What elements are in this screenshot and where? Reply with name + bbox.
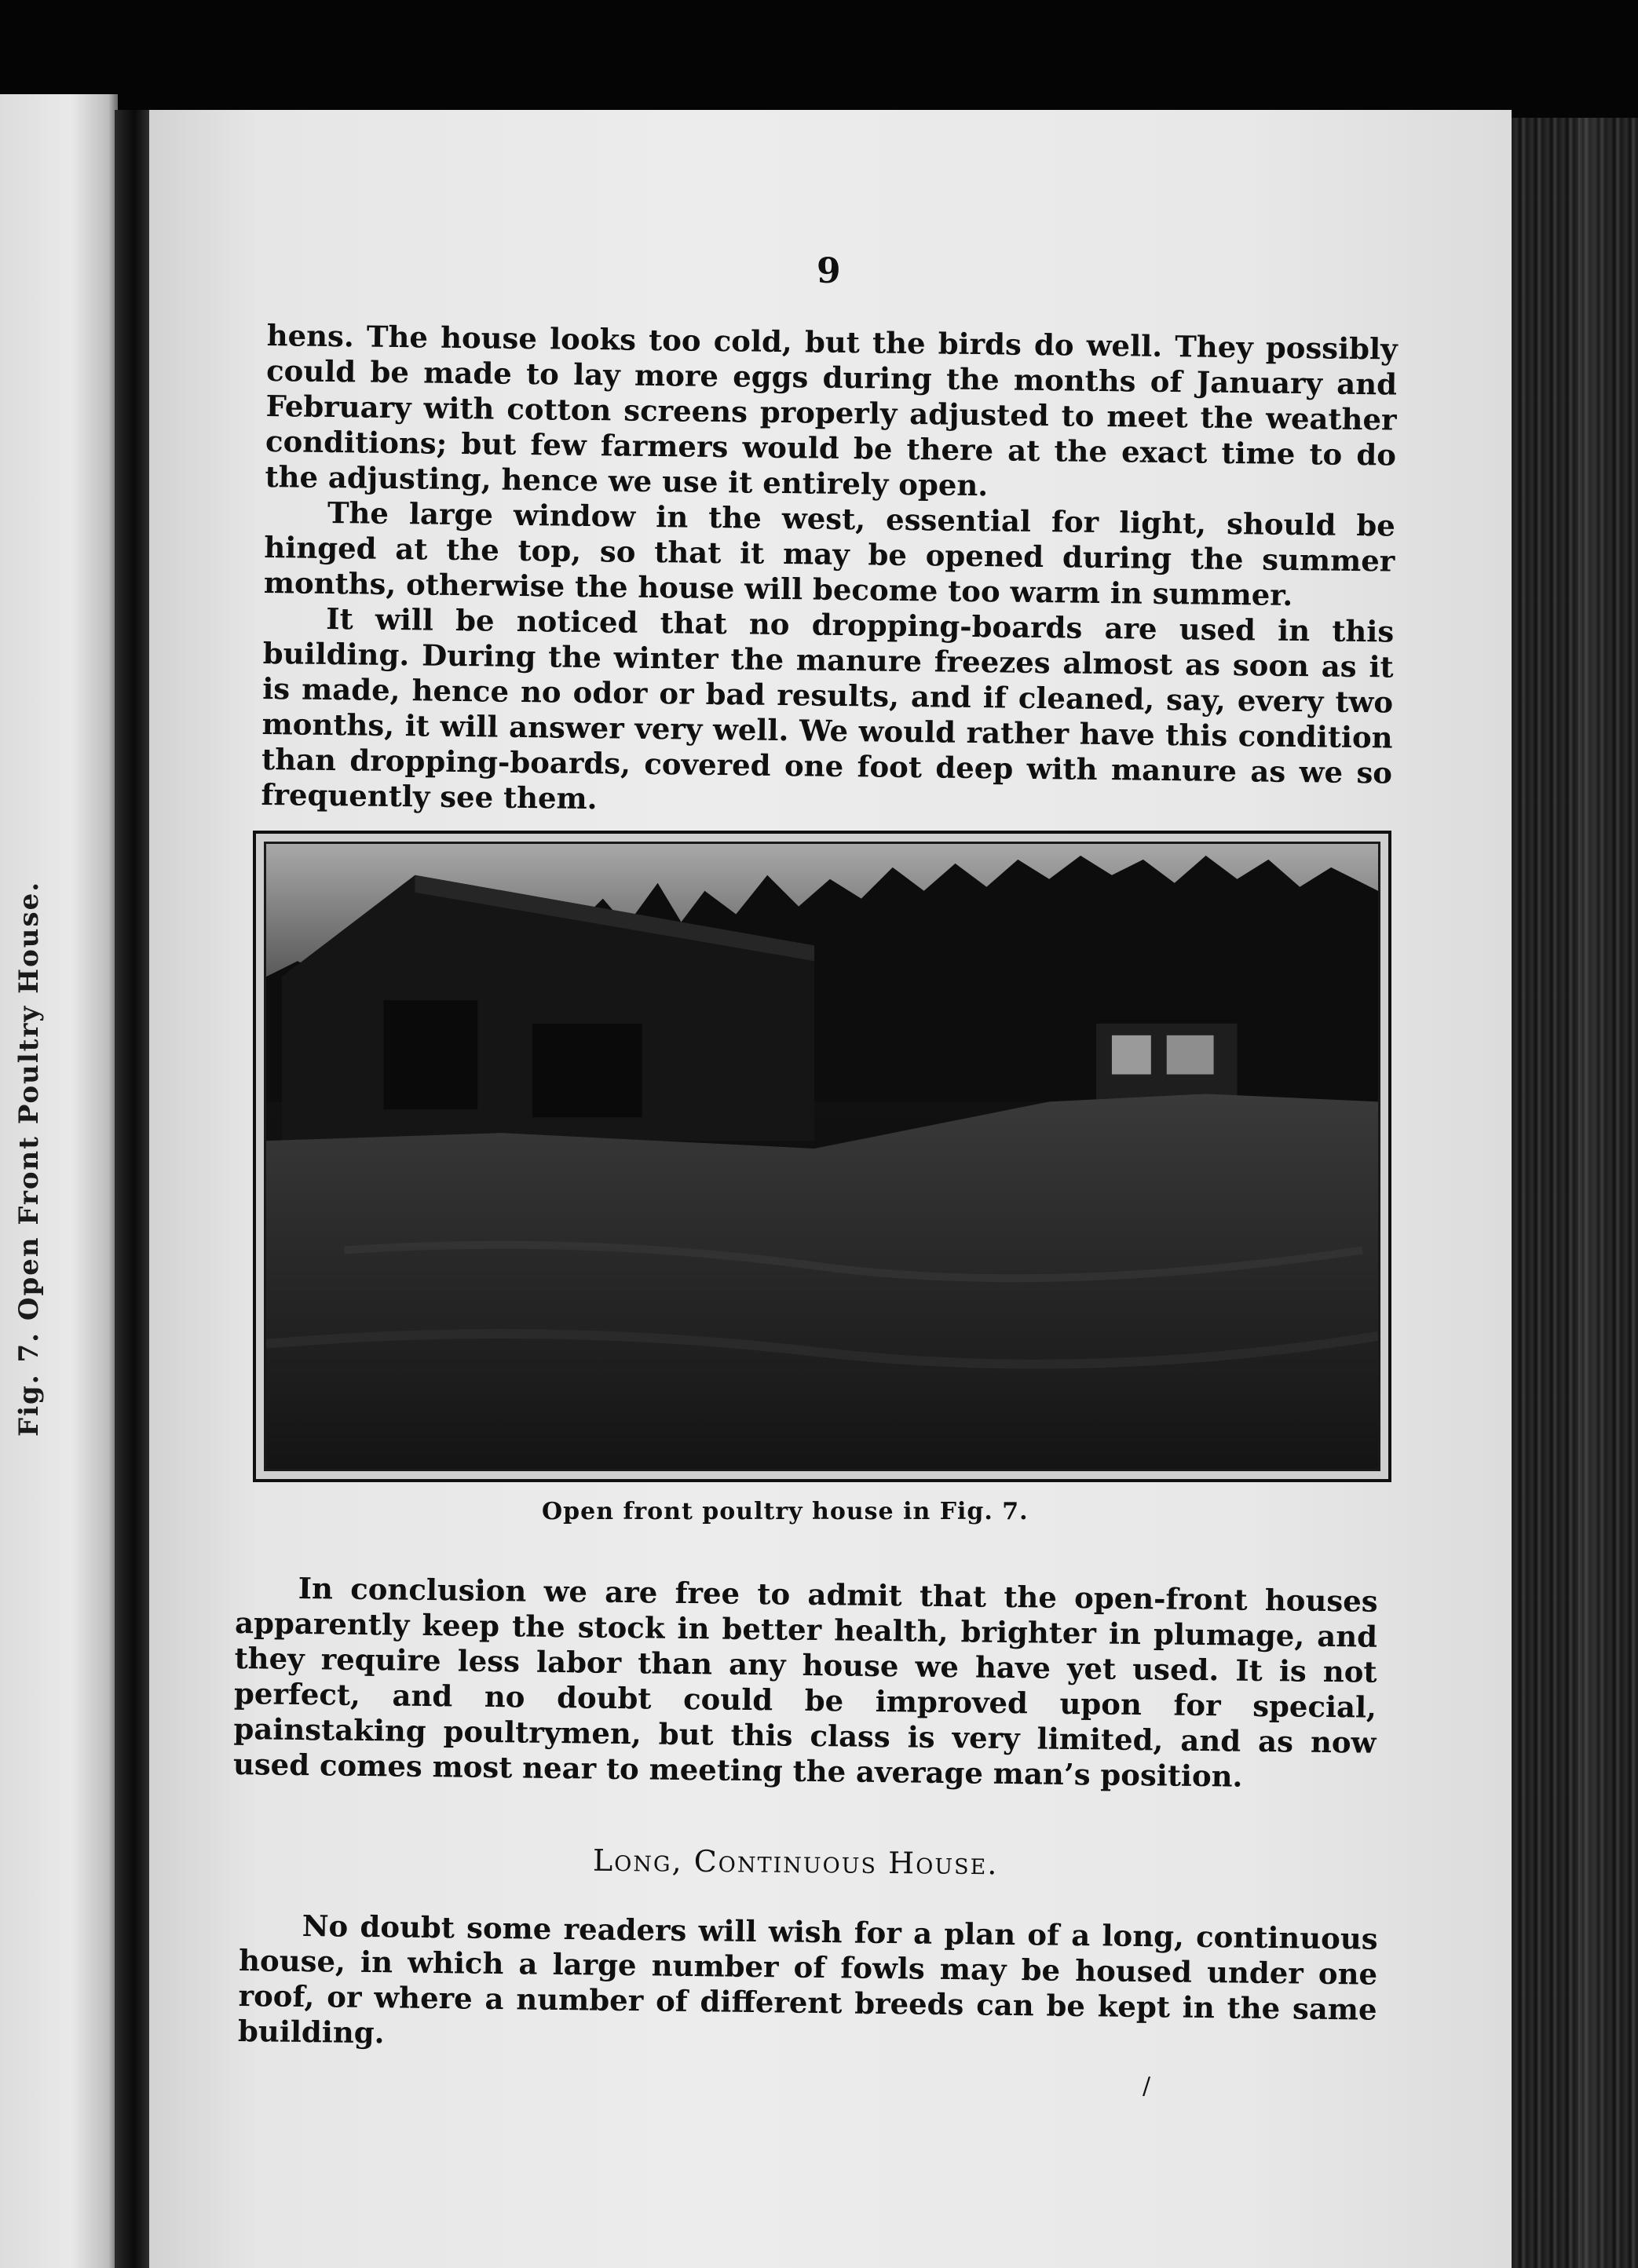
section-heading: Long, Continuous House. xyxy=(592,1843,999,1882)
shed-window-2 xyxy=(1167,1035,1214,1075)
long-house-text-block xyxy=(238,1908,1378,2063)
page-number: 9 xyxy=(817,251,841,291)
paragraph-large-window: The large window in the west, essential for light, should be hinged at the top, so that it may be opened during the summer months, otherwise the house will become too warm in summer. xyxy=(263,495,1396,612)
paragraph-dropping-boards: It will be noticed that no dropping-boards are used in this building. During the winter the manure freezes almost as soon as it is made, hence no odor or bad results, and if cleaned, say, every two months, it will answer very well. We would rather have this condition than dropping-boards, covered one foot deep with manure as we so frequently see them. xyxy=(261,601,1395,816)
paragraph-continued-hens: hens. The house looks too cold, but the birds do well. They possibly could be made to lay more eggs during the months of January and February with cotton screens properly adjusted to meet the weather conditions; but few farmers would be there at the exact time to do the adjusting, hence we use it entirely open. xyxy=(265,318,1398,503)
top-text-block xyxy=(261,318,1398,827)
book-edge-highlight xyxy=(1578,118,1610,2268)
figure-caption: Open front poultry house in Fig. 7. xyxy=(542,1498,1029,1525)
book-page-stack-edge xyxy=(1512,118,1638,2268)
poultry-house-photograph xyxy=(264,842,1380,1471)
paragraph-long-continuous-house: No doubt some readers will wish for a plan of a long, continuous house, in which a large number of fowls may be housed under one roof, or where a number of different breeds can be kept in the same building. xyxy=(237,1908,1378,2051)
side-figure-caption: Fig. 7. Open Front Poultry House. xyxy=(13,880,45,1437)
house-open-front-2 xyxy=(532,1024,642,1117)
shed-window xyxy=(1112,1035,1151,1075)
figure-photograph-frame xyxy=(253,831,1391,1482)
stray-pen-mark: / xyxy=(1143,2073,1151,2100)
paragraph-conclusion: In conclusion we are free to admit that the open-front houses apparently keep the stock in better health, brighter in plumage, and they require less labor than any house we have yet used. It is not perfect, and no doubt could be improved upon for special, painstaking poultrymen, but this class is very limited, and as now used comes most near to meeting the average man’s position. xyxy=(232,1570,1378,1794)
book-gutter xyxy=(115,110,154,2268)
conclusion-text-block xyxy=(233,1570,1378,1796)
house-open-front xyxy=(384,1000,478,1109)
snowy-ground xyxy=(266,1094,1378,1469)
poultry-house-photo-drawing xyxy=(266,844,1378,1469)
